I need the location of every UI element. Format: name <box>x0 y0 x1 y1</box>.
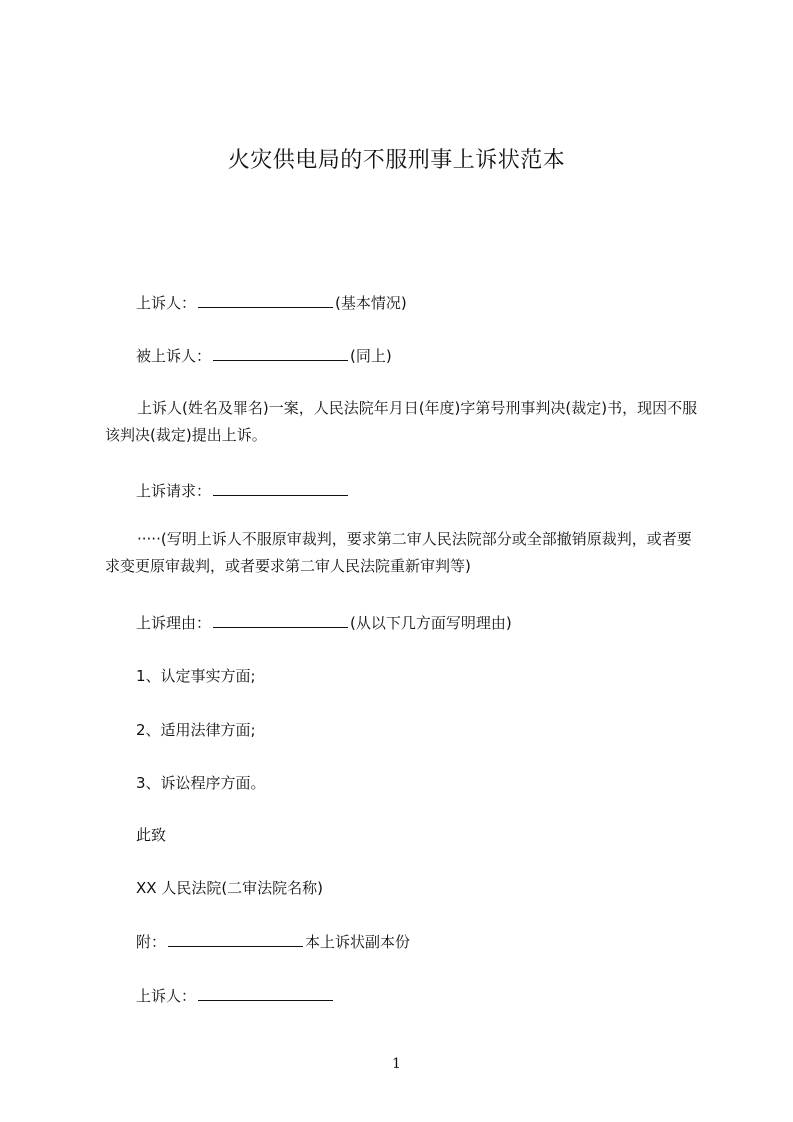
reason-line <box>136 612 512 633</box>
appellant-note: (基本情况) <box>335 294 407 312</box>
signature-label: 上诉人： <box>136 987 197 1005</box>
request-detail-paragraph: ·····(写明上诉人不服原审裁判，要求第二审人民法院部分或全部撤销原裁判，或者要求变更原审裁判，或者要求第二审人民法院重新审判等) <box>105 530 692 575</box>
appellant-label: 上诉人： <box>136 294 197 312</box>
salutation: 此致 <box>136 826 167 844</box>
request-blank <box>213 481 348 496</box>
reason-label: 上诉理由： <box>136 614 212 632</box>
appellant-line <box>136 292 407 313</box>
attachment-blank <box>168 932 303 947</box>
attachment-label: 附： <box>136 933 167 951</box>
appellant-blank <box>198 293 333 308</box>
reason-item-2: 2、适用法律方面; <box>136 721 256 739</box>
document-title: 火灾供电局的不服刑事上诉状范本 <box>227 148 566 173</box>
signature-line <box>136 985 335 1006</box>
attachment-line <box>136 931 410 952</box>
attachment-note: 本上诉状副本份 <box>305 933 411 951</box>
appellee-note: (同上) <box>350 347 392 365</box>
court-name: XX 人民法院(二审法院名称) <box>136 879 324 897</box>
request-label: 上诉请求： <box>136 482 212 500</box>
signature-blank <box>198 986 333 1001</box>
reason-blank <box>213 613 348 628</box>
reason-item-1: 1、认定事实方面; <box>136 667 256 685</box>
request-line <box>136 480 350 501</box>
appellee-line <box>136 345 392 366</box>
reason-note: (从以下几方面写明理由) <box>350 614 512 632</box>
appellee-blank <box>213 346 348 361</box>
appellee-label: 被上诉人： <box>136 347 212 365</box>
reason-item-3: 3、诉讼程序方面。 <box>136 774 266 792</box>
page-number: 1 <box>392 1056 401 1072</box>
case-intro-paragraph: 上诉人(姓名及罪名)一案，人民法院年月日(年度)字第号刑事判决(裁定)书，现因不服该判决(裁定)提出上诉。 <box>105 399 698 444</box>
